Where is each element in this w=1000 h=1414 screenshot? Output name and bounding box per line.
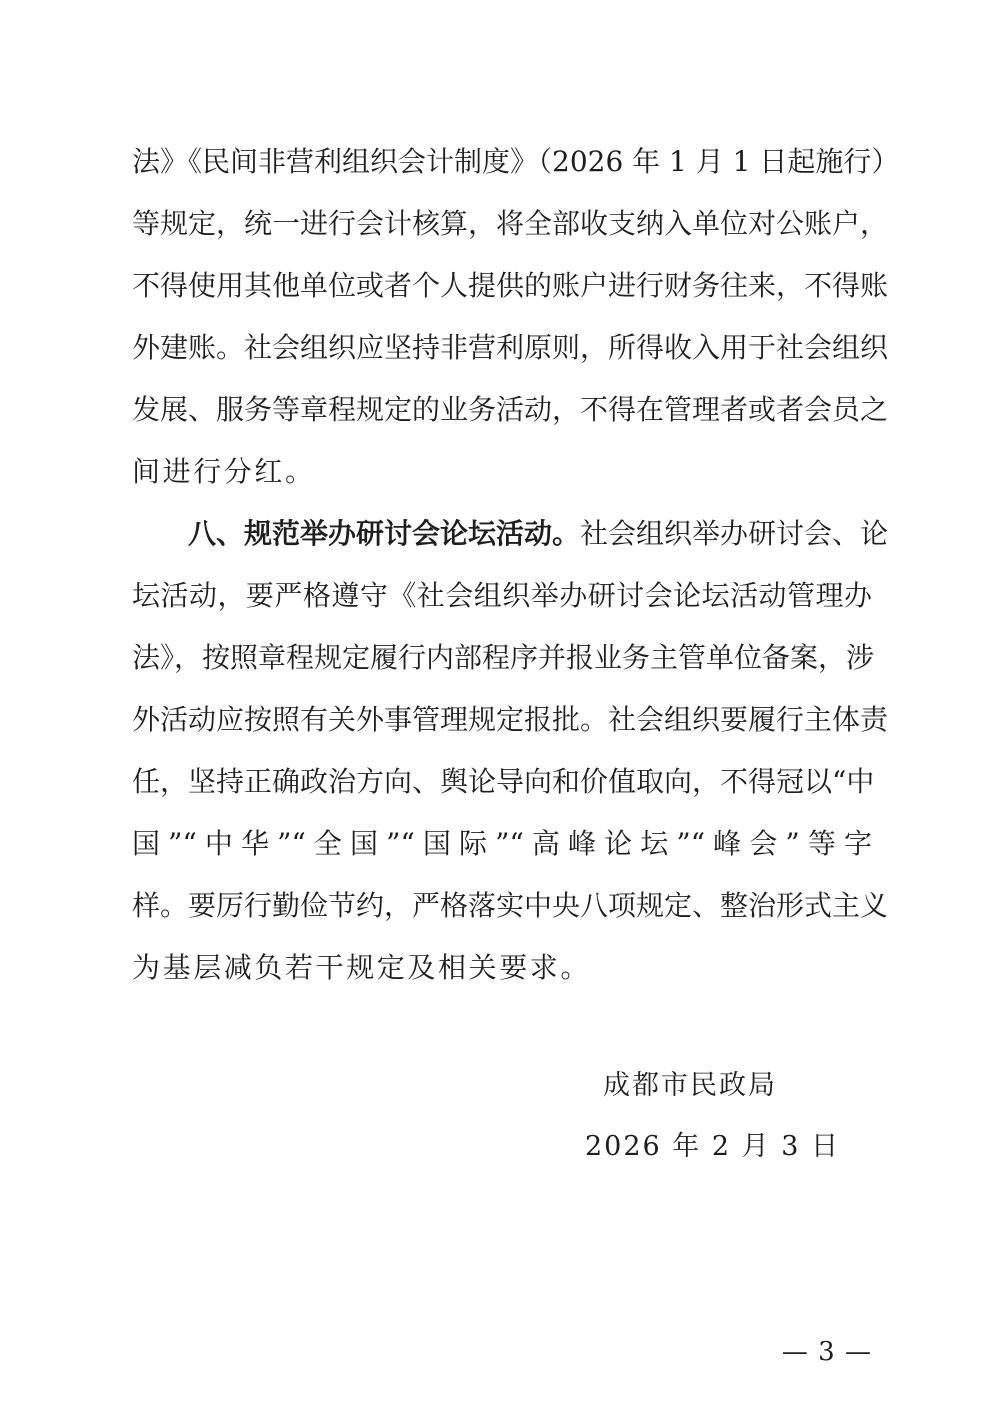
paragraph-7-line-3: 不得使用其他单位或者个人提供的账户进行财务往来，不得账 (132, 269, 889, 302)
signature-date: 2026 年 2 月 3 日 (585, 1131, 840, 1162)
section-8-line-8: 为基层减负若干规定及相关要求。 (132, 951, 592, 984)
section-8-line-6: 国”“中华”“全国”“国际”“高峰论坛”“峰会”等字 (132, 827, 872, 860)
section-8-line-5: 任，坚持正确政治方向、舆论导向和价值取向，不得冠以“中 (132, 765, 875, 798)
section-8-heading: 八、规范举办研讨会论坛活动。 (188, 517, 581, 550)
page-number: — 3 — (781, 1337, 872, 1367)
paragraph-7-line-5: 发展、服务等章程规定的业务活动，不得在管理者或者会员之 (132, 393, 889, 426)
signature-issuer: 成都市民政局 (603, 1070, 777, 1101)
section-8-first-line (188, 508, 889, 560)
section-8-line-2: 坛活动，要严格遵守《社会组织举办研讨会论坛活动管理办 (132, 579, 872, 612)
paragraph-7-line-6: 间进行分红。 (132, 455, 316, 488)
paragraph-7-line-4: 外建账。社会组织应坚持非营利原则，所得收入用于社会组织 (132, 331, 889, 364)
section-8-line-4: 外活动应按照有关外事管理规定报批。社会组织要履行主体责 (132, 703, 889, 736)
section-8-line-3: 法》，按照章程规定履行内部程序并报业务主管单位备案，涉 (132, 641, 875, 674)
paragraph-7-line-2: 等规定，统一进行会计核算，将全部收支纳入单位对公账户， (132, 207, 889, 240)
section-8-line-7: 样。要厉行勤俭节约，严格落实中央八项规定、整治形式主义 (132, 889, 889, 922)
paragraph-7-line-1: 法》《民间非营利组织会计制度》（2026 年 1 月 1 日起施行） (132, 145, 900, 178)
section-8-first-line-text: 社会组织举办研讨会、论 (580, 517, 889, 550)
